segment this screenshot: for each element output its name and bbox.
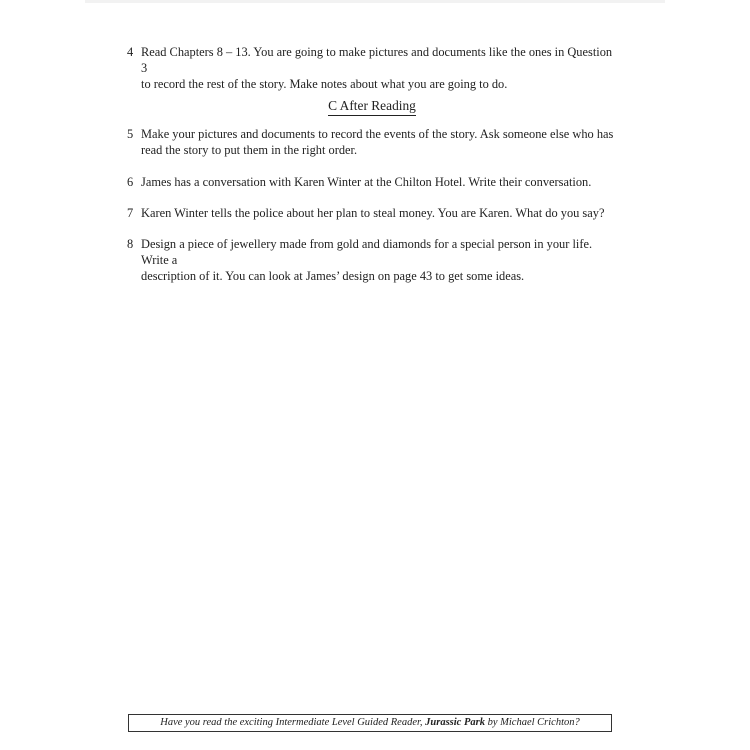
question-text: James has a conversation with Karen Winter at the Chilton Hotel. Write their conversation.: [141, 175, 592, 189]
question-item-6: [127, 174, 617, 190]
section-heading: [127, 98, 617, 116]
footer-prefix: Have you read the exciting Intermediate Level Guided Reader,: [160, 717, 426, 728]
section-heading-text: C After Reading: [328, 98, 416, 116]
question-number: 4: [127, 45, 134, 59]
question-item-5: [127, 126, 617, 158]
question-number: 5: [127, 127, 134, 141]
question-text: Make your pictures and documents to record the events of the story. Ask someone else who has read the story to put them in the right order.: [141, 127, 614, 157]
question-item-8: [127, 236, 617, 284]
question-number: 7: [127, 206, 134, 220]
page-top-edge: [85, 0, 665, 3]
question-text: Read Chapters 8 – 13. You are going to make pictures and documents like the ones in Question 3 to record the rest of the story. Make notes about what you are going to do.: [141, 45, 613, 91]
question-text: Design a piece of jewellery made from gold and diamonds for a special person in your life. Write a description of it. You can look at James’ design on page 43 to get some ideas.: [141, 237, 593, 283]
question-item-7: [127, 205, 617, 221]
question-item-4: [127, 44, 617, 92]
footer-book-title: Jurassic Park: [425, 717, 485, 728]
question-number: 6: [127, 175, 134, 189]
footer-suffix: by Michael Crichton?: [484, 717, 580, 728]
footer-promo-box: [128, 714, 612, 732]
question-number: 8: [127, 237, 134, 251]
question-text: Karen Winter tells the police about her plan to steal money. You are Karen. What do you say?: [141, 206, 605, 220]
